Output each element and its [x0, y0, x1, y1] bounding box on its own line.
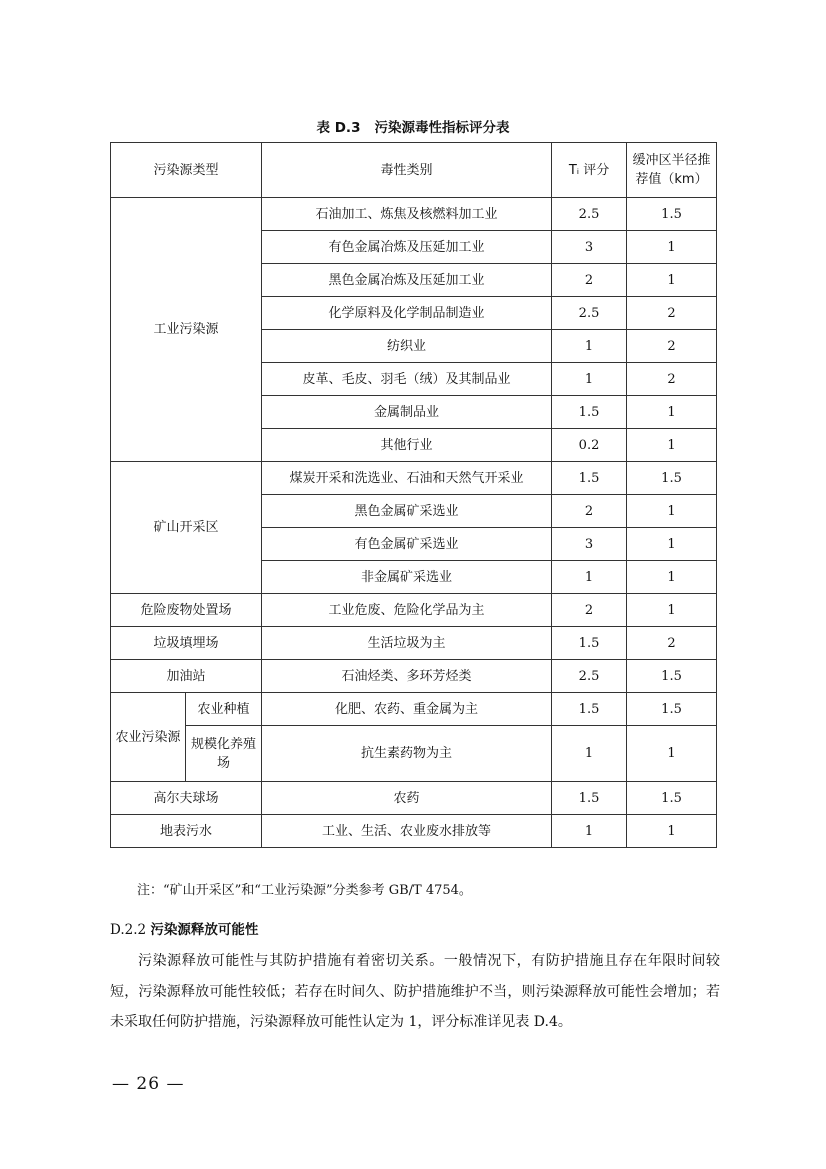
cell-radius: 1.5	[627, 462, 717, 495]
cell-radius: 1.5	[627, 198, 717, 231]
cell-score: 1	[552, 561, 627, 594]
toxicity-score-table	[110, 142, 717, 848]
cell-score: 1.5	[552, 462, 627, 495]
cell-category: 生活垃圾为主	[262, 627, 552, 660]
cell-category: 黑色金属冶炼及压延加工业	[262, 264, 552, 297]
group-hazwaste: 危险废物处置场	[111, 594, 262, 627]
cell-category: 有色金属冶炼及压延加工业	[262, 231, 552, 264]
cell-category: 石油烃类、多环芳烃类	[262, 660, 552, 693]
header-type: 污染源类型	[111, 143, 262, 198]
cell-radius: 1	[627, 495, 717, 528]
cell-score: 1	[552, 815, 627, 848]
table-caption	[0, 116, 826, 136]
cell-score: 2.5	[552, 660, 627, 693]
cell-score: 2	[552, 264, 627, 297]
cell-radius: 1	[627, 264, 717, 297]
section-heading	[110, 918, 258, 938]
group-mining: 矿山开采区	[111, 462, 262, 594]
cell-radius: 1	[627, 594, 717, 627]
cell-radius: 2	[627, 627, 717, 660]
section-title: 污染源释放可能性	[150, 922, 259, 938]
cell-radius: 1.5	[627, 660, 717, 693]
cell-score: 2	[552, 594, 627, 627]
subgroup-agri-planting: 农业种植	[186, 693, 262, 726]
table-header-row	[111, 143, 717, 198]
table-row	[111, 627, 717, 660]
cell-category: 黑色金属矿采选业	[262, 495, 552, 528]
cell-category: 其他行业	[262, 429, 552, 462]
cell-category: 化学原料及化学制品制造业	[262, 297, 552, 330]
cell-score: 1.5	[552, 396, 627, 429]
cell-category: 金属制品业	[262, 396, 552, 429]
cell-score: 2.5	[552, 297, 627, 330]
cell-radius: 1	[627, 396, 717, 429]
page-number: — 26 —	[112, 1074, 185, 1094]
table-row	[111, 198, 717, 231]
cell-score: 0.2	[552, 429, 627, 462]
header-score: Tᵢ 评分	[552, 143, 627, 198]
cell-score: 2.5	[552, 198, 627, 231]
cell-radius: 1	[627, 231, 717, 264]
cell-radius: 1	[627, 429, 717, 462]
cell-category: 化肥、农药、重金属为主	[262, 693, 552, 726]
subgroup-agri-breeding: 规模化养殖场	[186, 726, 262, 782]
group-landfill: 垃圾填埋场	[111, 627, 262, 660]
group-golf: 高尔夫球场	[111, 782, 262, 815]
cell-score: 2	[552, 495, 627, 528]
cell-category: 有色金属矿采选业	[262, 528, 552, 561]
cell-radius: 1	[627, 528, 717, 561]
cell-category: 工业、生活、农业废水排放等	[262, 815, 552, 848]
table-title: 污染源毒性指标评分表	[374, 120, 510, 136]
cell-score: 1.5	[552, 693, 627, 726]
cell-radius: 1.5	[627, 693, 717, 726]
table-number: 表 D.3	[316, 120, 361, 136]
cell-score: 3	[552, 528, 627, 561]
cell-radius: 2	[627, 330, 717, 363]
cell-radius: 2	[627, 363, 717, 396]
cell-category: 煤炭开采和洗选业、石油和天然气开采业	[262, 462, 552, 495]
cell-category: 石油加工、炼焦及核燃料加工业	[262, 198, 552, 231]
group-industrial: 工业污染源	[111, 198, 262, 462]
group-surface-water: 地表污水	[111, 815, 262, 848]
table-row	[111, 462, 717, 495]
table-row	[111, 726, 717, 782]
header-category: 毒性类别	[262, 143, 552, 198]
cell-score: 1	[552, 726, 627, 782]
cell-radius: 2	[627, 297, 717, 330]
cell-category: 纺织业	[262, 330, 552, 363]
table-row	[111, 815, 717, 848]
body-paragraph: 污染源释放可能性与其防护措施有着密切关系。一般情况下，有防护措施且存在年限时间较短，污染源释放可能性较低；若存在时间久、防护措施维护不当，则污染源释放可能性会增加；若未采取任何防护措施，污染源释放可能性认定为 1，评分标准详见表 D.4。	[110, 953, 720, 1030]
cell-category: 抗生素药物为主	[262, 726, 552, 782]
cell-radius: 1	[627, 726, 717, 782]
cell-category: 工业危废、危险化学品为主	[262, 594, 552, 627]
cell-score: 1.5	[552, 782, 627, 815]
cell-score: 3	[552, 231, 627, 264]
table-row	[111, 594, 717, 627]
cell-category: 皮革、毛皮、羽毛（绒）及其制品业	[262, 363, 552, 396]
group-agri: 农业污染源	[111, 693, 186, 782]
table-row	[111, 660, 717, 693]
group-gas-station: 加油站	[111, 660, 262, 693]
cell-radius: 1	[627, 815, 717, 848]
table-row	[111, 693, 717, 726]
table-row	[111, 782, 717, 815]
cell-radius: 1.5	[627, 782, 717, 815]
cell-score: 1.5	[552, 627, 627, 660]
cell-category: 农药	[262, 782, 552, 815]
header-radius: 缓冲区半径推荐值（km）	[627, 143, 717, 198]
cell-score: 1	[552, 363, 627, 396]
cell-score: 1	[552, 330, 627, 363]
cell-category: 非金属矿采选业	[262, 561, 552, 594]
table-note: 注：“矿山开采区”和“工业污染源”分类参考 GB/T 4754。	[137, 883, 472, 898]
section-number: D.2.2	[110, 922, 147, 938]
cell-radius: 1	[627, 561, 717, 594]
